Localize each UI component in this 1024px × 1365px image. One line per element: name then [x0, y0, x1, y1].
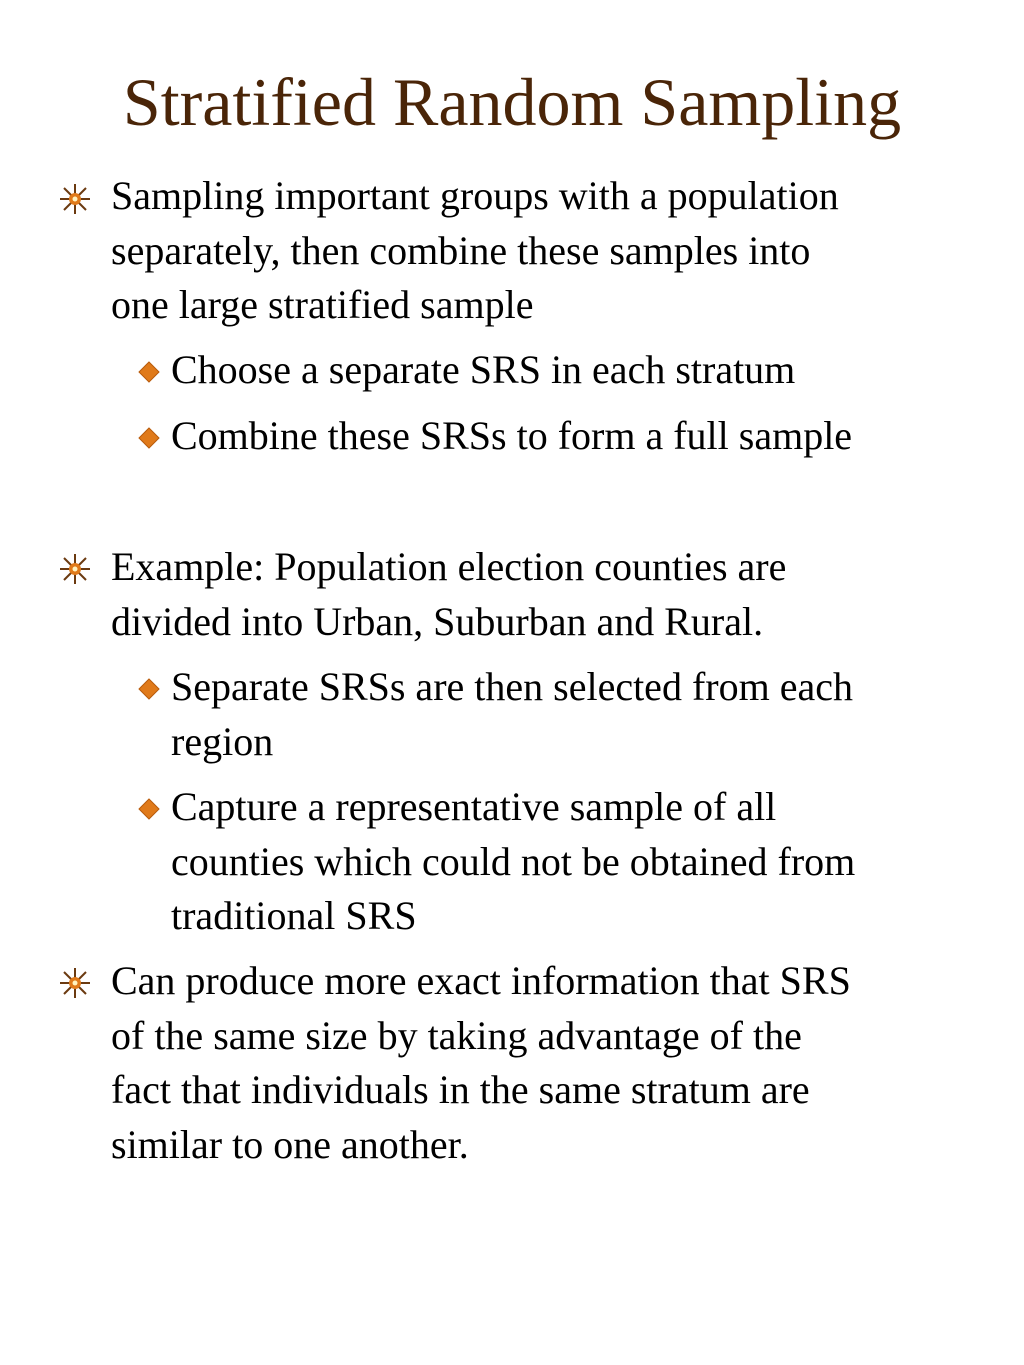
bullet-2-text — [111, 540, 991, 649]
text-line: Sampling important groups with a population — [111, 173, 839, 218]
text-line: Example: Population election counties are — [111, 544, 787, 589]
text-line: of the same size by taking advantage of the — [111, 1012, 802, 1058]
diamond-bullet-icon — [138, 427, 160, 449]
text-line: Separate SRSs are then selected from each — [171, 664, 853, 709]
diamond-bullet-icon — [138, 678, 160, 700]
slide-title: Stratified Random Sampling — [122, 64, 902, 140]
text-line: Capture a representative sample of all — [171, 784, 777, 829]
text-line: counties which could not be obtained from — [171, 838, 856, 884]
text-line: fact that individuals in the same stratum are — [111, 1067, 810, 1112]
text-line: Can produce more exact information that SRS — [111, 958, 851, 1003]
text-line: similar to one another. — [111, 1121, 469, 1167]
diamond-bullet-icon — [138, 361, 160, 383]
text-line: separately, then combine these samples into — [111, 227, 811, 273]
starburst-bullet-icon — [58, 552, 92, 586]
text-line: traditional SRS — [171, 893, 417, 938]
starburst-bullet-icon — [58, 182, 92, 216]
text-line: Combine these SRSs to form a full sample — [171, 413, 853, 458]
diamond-bullet-icon — [138, 798, 160, 820]
text-line: Choose a separate SRS in each stratum — [171, 347, 796, 392]
bullet-1-sub-1-text — [171, 343, 991, 398]
bullet-2-sub-1-text — [171, 660, 991, 769]
text-line: one large stratified sample — [111, 282, 534, 327]
bullet-3-text — [111, 954, 991, 1172]
bullet-1-text — [111, 169, 991, 333]
bullet-2-sub-2-text — [171, 780, 991, 944]
text-line: region — [171, 718, 274, 764]
text-line: divided into Urban, Suburban and Rural. — [111, 598, 764, 644]
starburst-bullet-icon — [58, 966, 92, 1000]
bullet-1-sub-2-text — [171, 409, 991, 464]
